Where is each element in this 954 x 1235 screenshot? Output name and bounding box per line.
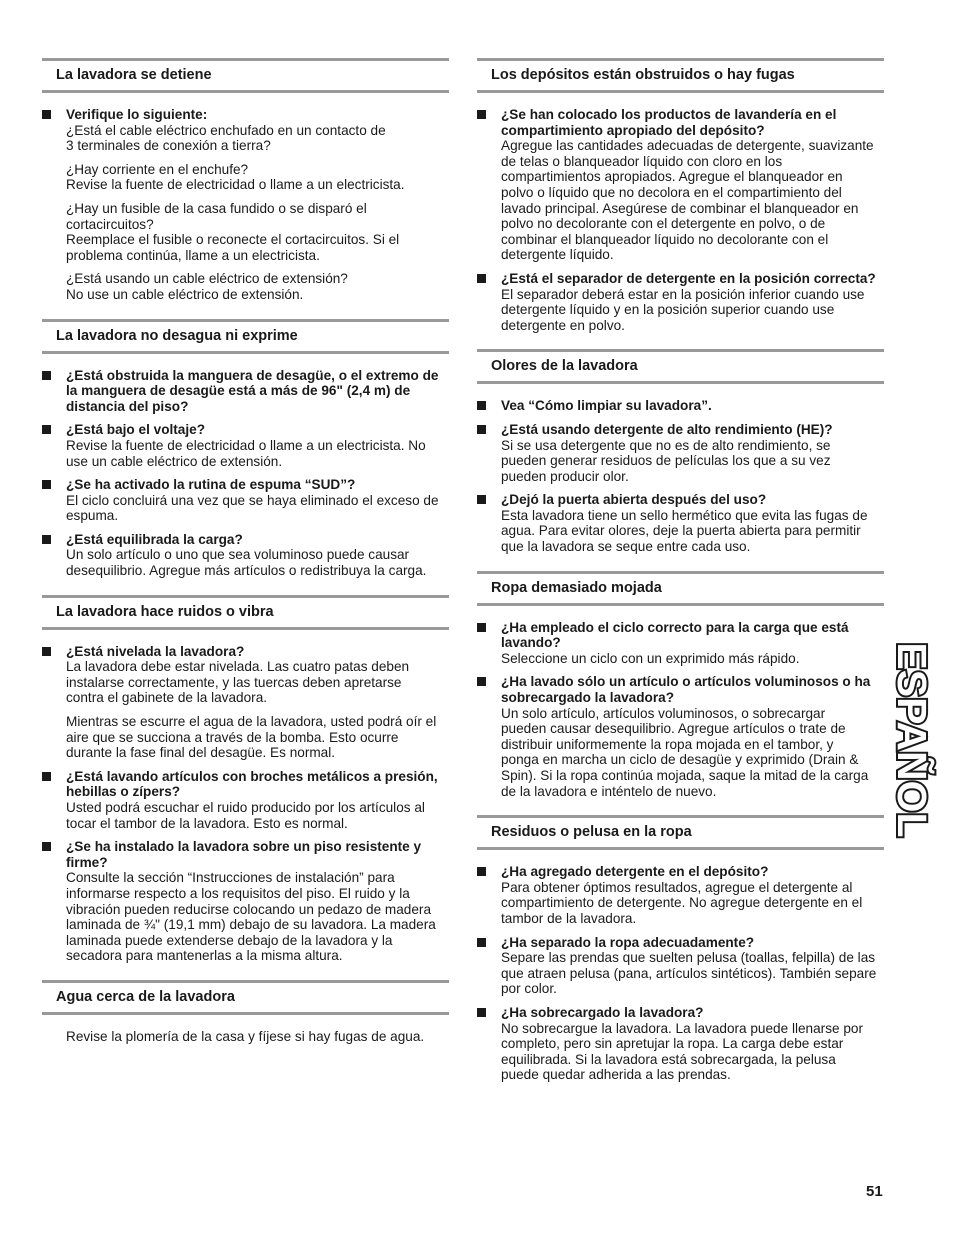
list-item — [42, 532, 449, 579]
section-heading: Olores de la lavadora — [477, 349, 884, 384]
list-item — [477, 864, 884, 926]
section-heading: Los depósitos están obstruidos o hay fugas — [477, 58, 884, 93]
list-item — [42, 477, 449, 524]
question: ¿Dejó la puerta abierta después del uso? — [501, 492, 767, 508]
section-noise-vibration — [42, 595, 449, 964]
list-item — [477, 492, 884, 554]
square-bullet-icon — [477, 110, 486, 119]
question: ¿Está obstruida la manguera de desagüe, o el extremo de la manguera de desagüe está a más de 96" (2,4 m) de distancia del piso? — [66, 367, 439, 414]
answer: Un solo artículo, artículos voluminosos, o sobrecargar pueden causar desequilibrio. Agregue artículos o trate de distribuir uniformemente la ropa mojada en el tambor, y ponga en marcha un ciclo de desagüe y exprimido (Drain & Spin). Si la ropa continúa mojada, saque la mitad de la carga de la lavadora e inténtelo de nuevo. — [501, 705, 869, 799]
section-heading: La lavadora se detiene — [42, 58, 449, 93]
question: ¿Se han colocado los productos de lavandería en el compartimiento apropiado del depósito? — [501, 107, 837, 138]
question: ¿Está lavando artículos con broches metálicos a presión, hebillas o zípers? — [66, 768, 438, 800]
square-bullet-icon — [42, 772, 51, 781]
question: ¿Se ha instalado la lavadora sobre un piso resistente y firme? — [66, 839, 422, 870]
square-bullet-icon — [477, 1008, 486, 1017]
list-item — [477, 674, 884, 799]
list-item — [477, 271, 884, 333]
question: ¿Está usando detergente de alto rendimiento (HE)? — [501, 421, 833, 437]
square-bullet-icon — [42, 110, 51, 119]
section-clothes-too-wet — [477, 571, 884, 800]
side-tab-label: ESPAÑOL — [889, 642, 935, 838]
answer: Para obtener óptimos resultados, agregue el detergente al compartimiento de detergente. No agregue detergente en el tambor de la lavadora. — [501, 879, 863, 926]
section-no-drain — [42, 319, 449, 579]
paragraph: ¿Está usando un cable eléctrico de extensión? No use un cable eléctrico de extensión. — [66, 271, 348, 302]
square-bullet-icon — [42, 371, 51, 380]
question: Verifique lo siguiente: — [66, 107, 208, 122]
question: ¿Está equilibrada la carga? — [66, 531, 243, 547]
question: ¿Ha sobrecargado la lavadora? — [501, 1004, 704, 1020]
square-bullet-icon — [42, 647, 51, 656]
square-bullet-icon — [42, 425, 51, 434]
left-column — [42, 58, 449, 1061]
answer: Si se usa detergente que no es de alto rendimiento, se pueden generar residuos de películas los que a su vez pueden producir olor. — [501, 437, 831, 484]
paragraph: ¿Hay corriente en el enchufe? Revise la fuente de electricidad o llame a un electricista. — [66, 161, 405, 193]
answer: Un solo artículo o uno que sea voluminoso puede causar desequilibrio. Agregue más artículos o redistribuya la carga. — [66, 547, 427, 579]
square-bullet-icon — [477, 677, 486, 686]
list-item — [42, 644, 449, 706]
answer: ¿Está el cable eléctrico enchufado en un contacto de 3 terminales de conexión a tierra? — [66, 122, 386, 154]
answer: Seleccione un ciclo con un exprimido más rápido. — [501, 650, 800, 666]
paragraph: ¿Hay un fusible de la casa fundido o se disparó el cortacircuitos? Reemplace el fusible o reconecte el cortacircuitos. Si el problema continúa, llame a un electricista. — [66, 200, 400, 263]
right-column — [477, 58, 884, 1099]
answer: Consulte la sección “Instrucciones de instalación” para informarse respecto a los requisitos del piso. El ruido y la vibración pueden reducirse colocando un pedazo de madera laminada de ¾" (19,1 mm) debajo de su lavadora. La madera laminada puede extenderse debajo de la lavadora y la secadora para mantenerlas a la misma altura. — [66, 870, 436, 964]
section-heading: La lavadora hace ruidos o vibra — [42, 595, 449, 630]
list-item — [42, 839, 449, 964]
square-bullet-icon — [42, 842, 51, 851]
question: ¿Está nivelada la lavadora? — [66, 643, 245, 659]
list-item — [477, 935, 884, 997]
question: ¿Se ha activado la rutina de espuma “SUD”? — [66, 477, 356, 493]
section-heading: Residuos o pelusa en la ropa — [477, 815, 884, 850]
square-bullet-icon — [477, 867, 486, 876]
answer: Revise la fuente de electricidad o llame a un electricista. No use un cable eléctrico de extensión. — [66, 437, 426, 469]
section-odors — [477, 349, 884, 554]
paragraph: Revise la plomería de la casa y fíjese si hay fugas de agua. — [66, 1028, 425, 1044]
square-bullet-icon — [477, 425, 486, 434]
question: ¿Ha lavado sólo un artículo o artículos voluminosos o ha sobrecargado la lavadora? — [501, 674, 871, 706]
answer: No sobrecargue la lavadora. La lavadora puede llenarse por completo, pero sin apretujar la ropa. La carga debe estar equilibrada. Si la lavadora está sobrecargada, la pelusa puede quedar adherida a las prendas. — [501, 1020, 863, 1083]
answer: Agregue las cantidades adecuadas de detergente, suavizante de telas o blanqueador líquido con cloro en los compartimientos apropiados. Agregue el blanqueador en polvo o líquido que no decolora en el compartimiento del lavado principal. Asegúrese de combinar el blanqueador en polvo no decolorante con el detergente en polvo, o de combinar el blanqueador líquido no decolorante con el detergente líquido. — [501, 138, 874, 263]
section-heading: Agua cerca de la lavadora — [42, 980, 449, 1015]
list-item — [477, 422, 884, 484]
square-bullet-icon — [42, 480, 51, 489]
square-bullet-icon — [477, 401, 486, 410]
page-number: 51 — [866, 1183, 883, 1200]
section-lint-residue — [477, 815, 884, 1083]
question: ¿Está el separador de detergente en la posición correcta? — [501, 270, 876, 286]
question: ¿Ha separado la ropa adecuadamente? — [501, 934, 755, 950]
language-side-tab — [889, 640, 935, 840]
answer: Usted podrá escuchar el ruido producido por los artículos al tocar el tambor de la lavadora. Esto es normal. — [66, 800, 425, 831]
list-item — [477, 620, 884, 667]
paragraph: Mientras se escurre el agua de la lavadora, usted podrá oír el aire que se succiona a través de la bomba. Esto ocurre durante la fase final del desagüe. Es normal. — [66, 714, 437, 761]
list-item — [42, 422, 449, 469]
question: ¿Está bajo el voltaje? — [66, 422, 205, 438]
square-bullet-icon — [477, 623, 486, 632]
section-water-near-washer — [42, 980, 449, 1045]
answer: El separador deberá estar en la posición inferior cuando use detergente líquido y en la posición superior cuando use detergente en polvo. — [501, 286, 865, 333]
answer: Esta lavadora tiene un sello hermético que evita las fugas de agua. Para evitar olores, deje la puerta abierta para permitir que la lavadora se seque entre cada uso. — [501, 507, 868, 555]
section-dispensers-clogged — [477, 58, 884, 333]
section-heading: Ropa demasiado mojada — [477, 571, 884, 606]
question: Vea “Cómo limpiar su lavadora”. — [501, 398, 712, 414]
list-item — [477, 107, 884, 263]
question: ¿Ha empleado el ciclo correcto para la carga que está lavando? — [501, 619, 849, 651]
list-item — [42, 107, 449, 154]
section-washer-stops — [42, 58, 449, 303]
question: ¿Ha agregado detergente en el depósito? — [501, 864, 769, 880]
list-item — [477, 1005, 884, 1083]
square-bullet-icon — [42, 535, 51, 544]
square-bullet-icon — [477, 495, 486, 504]
list-item — [42, 368, 449, 415]
answer: Separe las prendas que suelten pelusa (toallas, felpilla) de las que atraen pelusa (pana, artículos sintéticos). También separe por color. — [501, 950, 877, 997]
square-bullet-icon — [477, 274, 486, 283]
list-item — [42, 769, 449, 831]
answer: El ciclo concluirá una vez que se haya eliminado el exceso de espuma. — [66, 492, 439, 524]
square-bullet-icon — [477, 938, 486, 947]
list-item — [477, 398, 884, 414]
section-heading: La lavadora no desagua ni exprime — [42, 319, 449, 354]
answer: La lavadora debe estar nivelada. Las cuatro patas deben instalarse correctamente, y las tuercas deben apretarse contra el gabinete de la lavadora. — [66, 659, 410, 706]
